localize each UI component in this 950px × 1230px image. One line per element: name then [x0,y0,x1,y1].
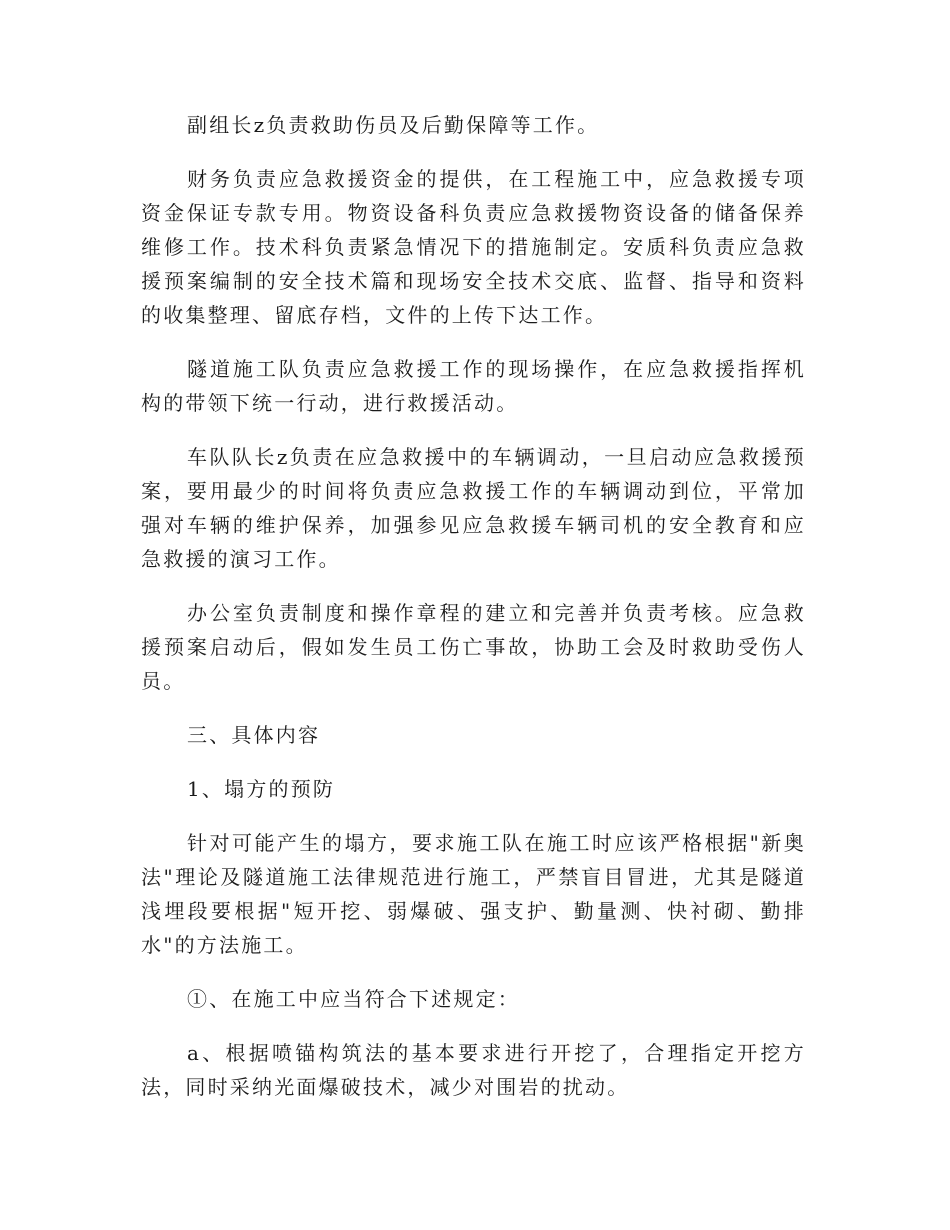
paragraph-tunnel-team-duties: 隧道施工队负责应急救援工作的现场操作，在应急救援指挥机构的带领下统一行动，进行救援活动。 [141,357,806,415]
list-item-excavation-method: a、根据喷锚构筑法的基本要求进行开挖了，合理指定开挖方法，同时采纳光面爆破技术，减少对围岩的扰动。 [141,1041,806,1099]
list-heading-construction-rules: ①、在施工中应当符合下述规定： [187,987,520,1011]
paragraph-deputy-leader: 副组长z负责救助伤员及后勤保障等工作。 [187,113,600,137]
subsection-heading-collapse-prevention: 1、塌方的预防 [187,777,336,801]
document-body [141,108,806,1124]
section-heading-specific-content: 三、具体内容 [187,723,321,747]
paragraph-collapse-requirements: 针对可能产生的塌方，要求施工队在施工时应该严格根据"新奥法"理论及隧道施工法律规范进行施工，严禁盲目冒进，尤其是隧道浅埋段要根据"短开挖、弱爆破、强支护、勤量测、快衬砌、勤排水"的方法施工。 [141,831,806,957]
paragraph-fleet-captain-duties: 车队队长z负责在应急救援中的车辆调动，一旦启动应急救援预案，要用最少的时间将负责应急救援工作的车辆调动到位，平常加强对车辆的维护保养，加强参见应急救援车辆司机的安全教育和应急救援的演习工作。 [141,445,806,571]
paragraph-finance-duties: 财务负责应急救援资金的提供，在工程施工中，应急救援专项资金保证专款专用。物资设备科负责应急救援物资设备的储备保养维修工作。技术科负责紧急情况下的措施制定。安质科负责应急救援预案编制的安全技术篇和现场安全技术交底、监督、指导和资料的收集整理、留底存档，文件的上传下达工作。 [141,167,806,327]
paragraph-office-duties: 办公室负责制度和操作章程的建立和完善并负责考核。应急救援预案启动后，假如发生员工伤亡事故，协助工会及时救助受伤人员。 [141,601,806,693]
